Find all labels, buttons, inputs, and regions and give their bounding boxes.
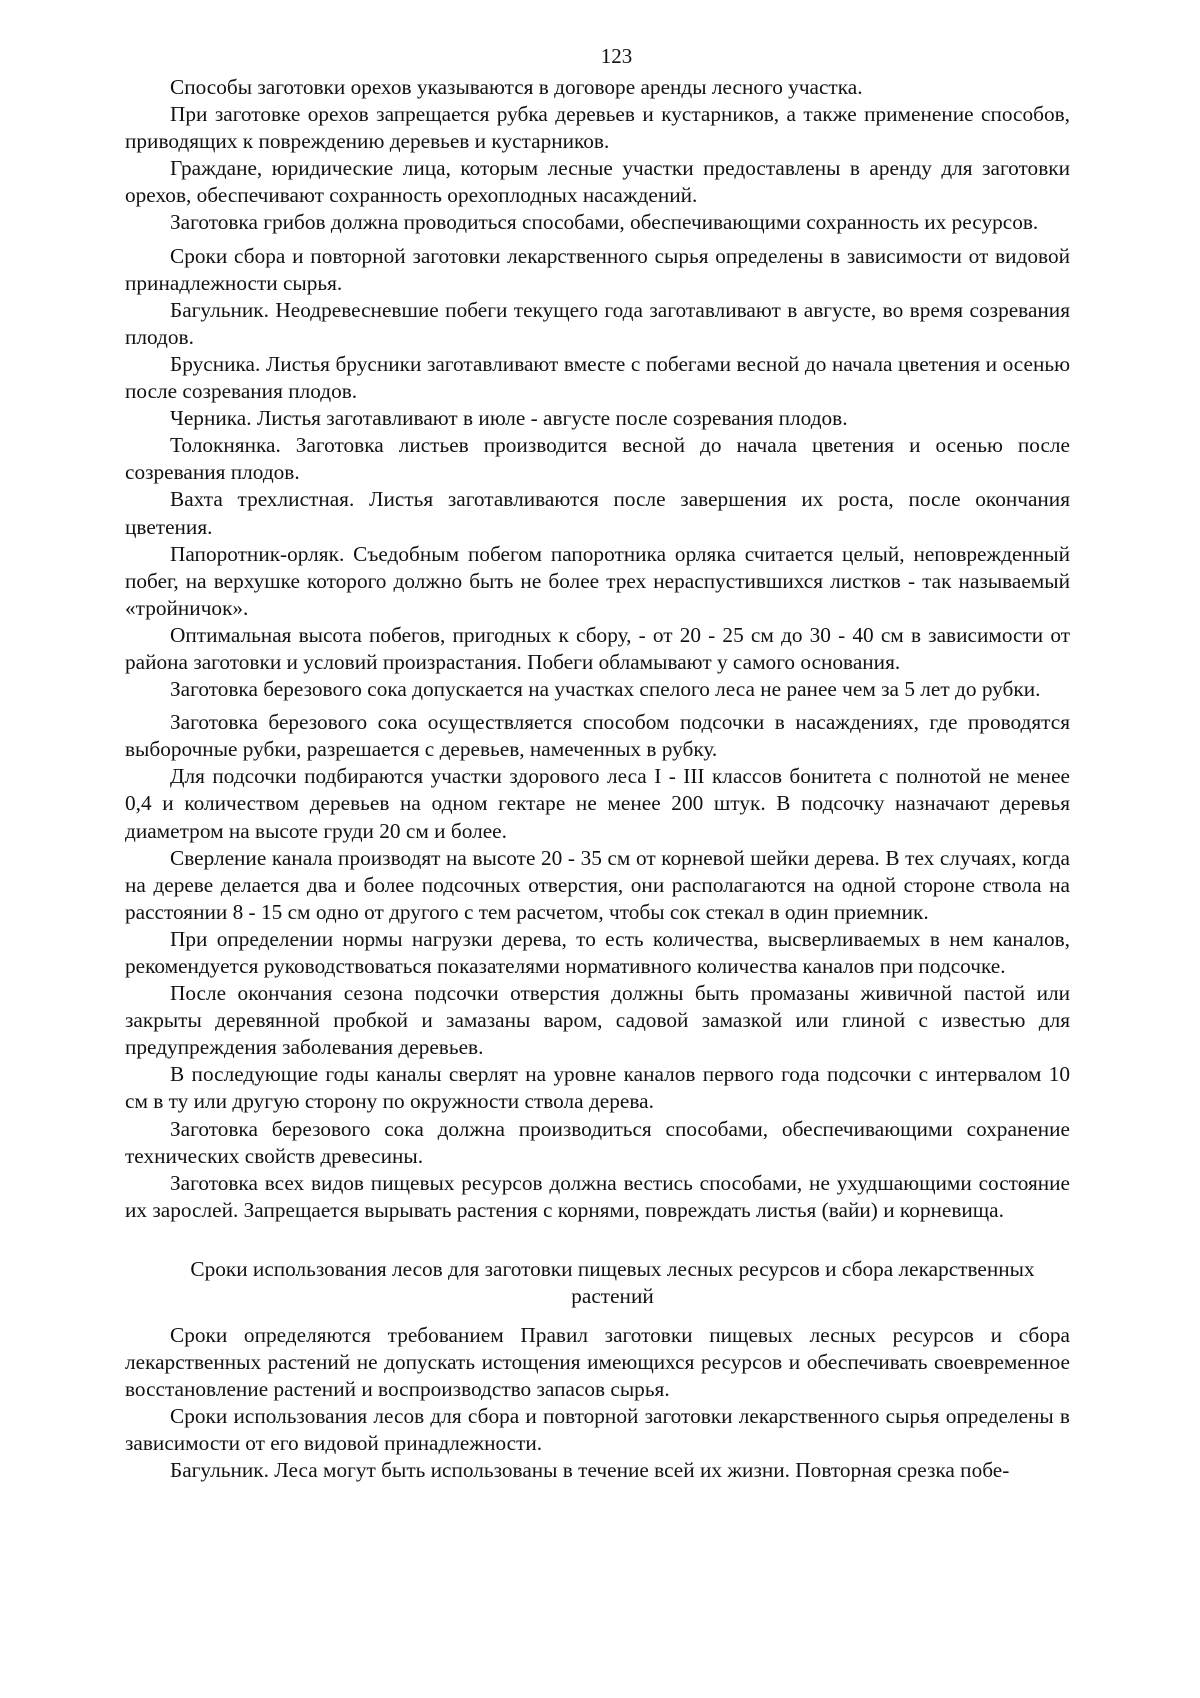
body-text-section: [125, 1322, 1070, 1485]
paragraph: Багульник. Леса могут быть использованы в течение всей их жизни. Повторная срезка побе-: [170, 1458, 1010, 1483]
paragraph: Вахта трехлистная. Листья заготавливаются после завершения их роста, после окончания цветения.: [125, 487, 1070, 539]
paragraph: Брусника. Листья брусники заготавливают вместе с побегами весной до начала цветения и осенью после созревания плодов.: [125, 351, 1070, 404]
paragraph: Багульник. Неодревесневшие побеги текущего года заготавливают в августе, во время созревания плодов.: [125, 297, 1070, 349]
document-page: [125, 42, 1070, 1485]
paragraph: Толокнянка. Заготовка листьев производится весной до начала цветения и осенью после созревания плодов.: [125, 433, 1070, 485]
paragraph: После окончания сезона подсочки отверстия должны быть промазаны живичной пастой или закрыты деревянной пробкой и замазаны варом, садовой замазкой или глиной с известью для предупреждения заболевания деревьев.: [125, 981, 1070, 1060]
paragraph: Заготовка березового сока допускается на участках спелого леса не ранее чем за 5 лет до рубки.: [170, 677, 1041, 702]
paragraph: Заготовка березового сока осуществляется способом подсочки в насаждениях, где проводятся выборочные рубки, разрешается с деревьев, намеченных в рубку.: [125, 710, 1070, 762]
paragraph: При заготовке орехов запрещается рубка деревьев и кустарников, а также применение способов, приводящих к повреждению деревьев и кустарников.: [125, 102, 1070, 154]
paragraph: Заготовка грибов должна проводиться способами, обеспечивающими сохранность их ресурсов.: [170, 210, 1039, 235]
paragraph: Сроки определяются требованием Правил заготовки пищевых лесных ресурсов и сбора лекарственных растений не допускать истощения имеющихся ресурсов и обеспечивать своевременное восстановление растений и воспроизводство запасов сырья.: [125, 1322, 1070, 1402]
page-number: 123: [600, 44, 633, 68]
paragraph: Сверление канала производят на высоте 20 - 35 см от корневой шейки дерева. В тех случаях, когда на дереве делается два и более подсочных отверстия, они располагаются на одной стороне ствола на расстоянии 8 - 15 см одно от другого с тем расчетом, чтобы сок стекал в один приемник.: [125, 845, 1070, 924]
body-text-top: [125, 74, 1070, 1224]
paragraph: Для подсочки подбираются участки здорового леса I - III классов бонитета с полнотой не менее 0,4 и количеством деревьев на одном гектаре не менее 200 штук. В подсочку назначают деревья диаметром на высоте груди 20 см и более.: [125, 764, 1070, 843]
paragraph: Папоротник-орляк. Съедобным побегом папоротника орляка считается целый, неповрежденный побег, на верхушке которого должно быть не более трех нераспустившихся листков - так называемый «тройничок».: [125, 541, 1070, 620]
paragraph: Заготовка всех видов пищевых ресурсов должна вестись способами, не ухудшающими состояние их зарослей. Запрещается вырывать растения с корнями, повреждать листья (вайи) и корневища.: [125, 1170, 1070, 1222]
paragraph: Оптимальная высота побегов, пригодных к сбору, - от 20 - 25 см до 30 - 40 см в зависимости от района заготовки и условий произрастания. Побеги обламывают у самого основания.: [125, 622, 1070, 674]
paragraph: Заготовка березового сока должна производиться способами, обеспечивающими сохранение технических свойств древесины.: [125, 1116, 1070, 1168]
paragraph: При определении нормы нагрузки дерева, то есть количества, высверливаемых в нем каналов, рекомендуется руководствоваться показателями нормативного количества каналов при подсочке.: [125, 926, 1070, 978]
paragraph: Сроки использования лесов для сбора и повторной заготовки лекарственного сырья определены в зависимости от его видовой принадлежности.: [125, 1404, 1070, 1456]
paragraph: В последующие годы каналы сверлят на уровне каналов первого года подсочки с интервалом 10 см в ту или другую сторону по окружности ствола дерева.: [125, 1062, 1070, 1114]
paragraph: Черника. Листья заготавливают в июле - августе после созревания плодов.: [170, 406, 848, 431]
section-heading: Сроки использования лесов для заготовки пищевых лесных ресурсов и сбора лекарственных растений: [190, 1256, 1035, 1308]
paragraph: Граждане, юридические лица, которым лесные участки предоставлены в аренду для заготовки орехов, обеспечивают сохранность орехоплодных насаждений.: [125, 156, 1070, 208]
paragraph: Сроки сбора и повторной заготовки лекарственного сырья определены в зависимости от видовой принадлежности сырья.: [125, 243, 1070, 295]
paragraph: Способы заготовки орехов указываются в договоре аренды лесного участка.: [170, 75, 863, 99]
